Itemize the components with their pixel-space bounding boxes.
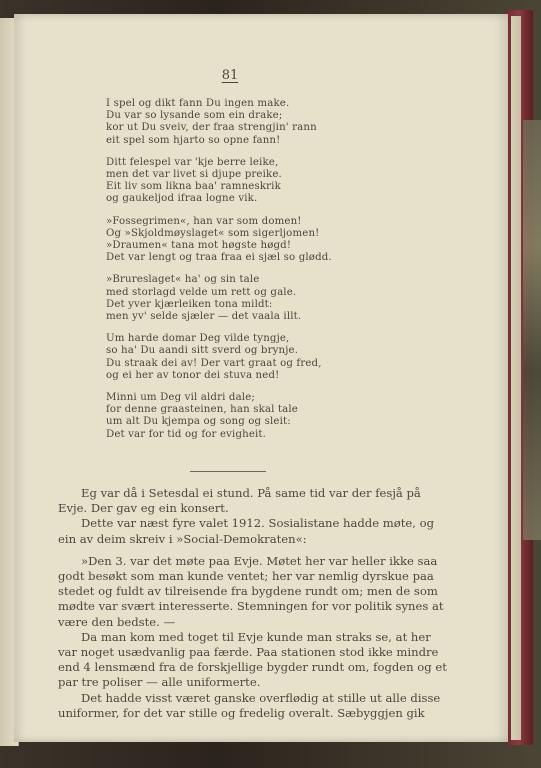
- prose-line: uniformer, for det var stille og fredelig overalt. Sæbyggjen gik: [58, 705, 425, 720]
- prose-line: Evje. Der gav eg ein konsert.: [58, 501, 229, 516]
- prose-line: godt besøkt som man kunde ventet; her var nemlig dyrskue paa: [58, 569, 434, 584]
- poem-line: Ditt felespel var 'kje berre leike,: [106, 156, 279, 168]
- poem-line: og gaukeljod ifraa logne vik.: [106, 193, 258, 205]
- prose-line: par tre poliser — alle uniformerte.: [58, 675, 261, 690]
- prose-line: end 4 lensmænd fra de forskjellige bygder rundt om, fogden og et: [58, 660, 447, 675]
- poem-line: so ha' Du aandi sitt sverd og brynje.: [106, 345, 299, 357]
- poem-stanza: [106, 392, 406, 441]
- poem-line: Det yver kjærleiken tona mildt:: [106, 298, 273, 310]
- poem: [106, 98, 406, 451]
- poem-line: I spel og dikt fann Du ingen make.: [106, 98, 290, 109]
- poem-stanza: [106, 98, 406, 147]
- poem-stanza: [106, 157, 406, 206]
- poem-line: Det var for tid og for evigheit.: [106, 428, 267, 440]
- poem-line: Og »Skjoldmøyslaget« som sigerljomen!: [106, 227, 320, 239]
- poem-line: »Brureslaget« ha' og sin tale: [106, 274, 260, 286]
- poem-line: Du straak dei av! Der vart graat og fred,: [106, 357, 322, 369]
- poem-line: Eit liv som likna baa' ramneskrik: [106, 181, 281, 193]
- poem-line: Um harde domar Deg vilde tyngje,: [106, 333, 290, 345]
- paragraph-gap: [58, 547, 420, 554]
- prose-line: være den bedste. —: [58, 614, 176, 629]
- poem-line: »Draumen« tana mot høgste høgd!: [106, 240, 292, 252]
- prose-line: var noget usædvanlig paa færde. Paa stationen stod ikke mindre: [58, 645, 439, 660]
- section-divider: [190, 471, 266, 472]
- prose-line: ein av deim skreiv i »Social-Demokraten«:: [58, 531, 307, 546]
- page-number: 81: [221, 68, 239, 83]
- poem-line: um alt Du kjempa og song og sleit:: [106, 416, 291, 428]
- prose-line: Eg var då i Setesdal ei stund. På same tid var der fesjå på: [81, 486, 421, 500]
- prose-line: stedet og fuldt av tilreisende fra bygdene rundt om; men de som: [58, 584, 438, 599]
- prose-line: Det hadde visst været ganske overflødig at stille ut alle disse: [81, 690, 441, 705]
- poem-line: med storlagd velde um rett og gale.: [106, 286, 297, 298]
- poem-line: Det var lengt og traa fraa ei sjæl so glødd.: [106, 252, 332, 264]
- prose-body: [58, 486, 447, 721]
- poem-stanza: [106, 274, 406, 323]
- poem-line: og ei her av tonor dei stuva ned!: [106, 369, 280, 381]
- poem-line: men det var livet si djupe preike.: [106, 169, 282, 181]
- poem-line: Minni um Deg vil aldri dale;: [106, 392, 255, 404]
- prose-line: Dette var næst fyre valet 1912. Sosialistane hadde møte, og: [81, 516, 435, 531]
- prose-line: Da man kom med toget til Evje kunde man straks se, at her: [81, 629, 431, 644]
- poem-line: kor ut Du sveiv, der fraa strengjin' rann: [106, 122, 317, 134]
- poem-line: men yv' selde sjæler — det vaala illt.: [106, 311, 302, 323]
- poem-stanza: [106, 216, 406, 265]
- poem-line: eit spel som hjarto so opne fann!: [106, 134, 281, 146]
- poem-stanza: [106, 333, 406, 382]
- poem-line: Du var so lysande som ein drake;: [106, 110, 283, 122]
- prose-line: mødte var svært interesserte. Stemningen for vor politik synes at: [58, 599, 444, 614]
- poem-line: for denne graasteinen, han skal tale: [106, 404, 298, 416]
- poem-line: »Fossegrimen«, han var som domen!: [106, 215, 302, 227]
- prose-line: »Den 3. var det møte paa Evje. Møtet her var heller ikke saa: [81, 553, 438, 568]
